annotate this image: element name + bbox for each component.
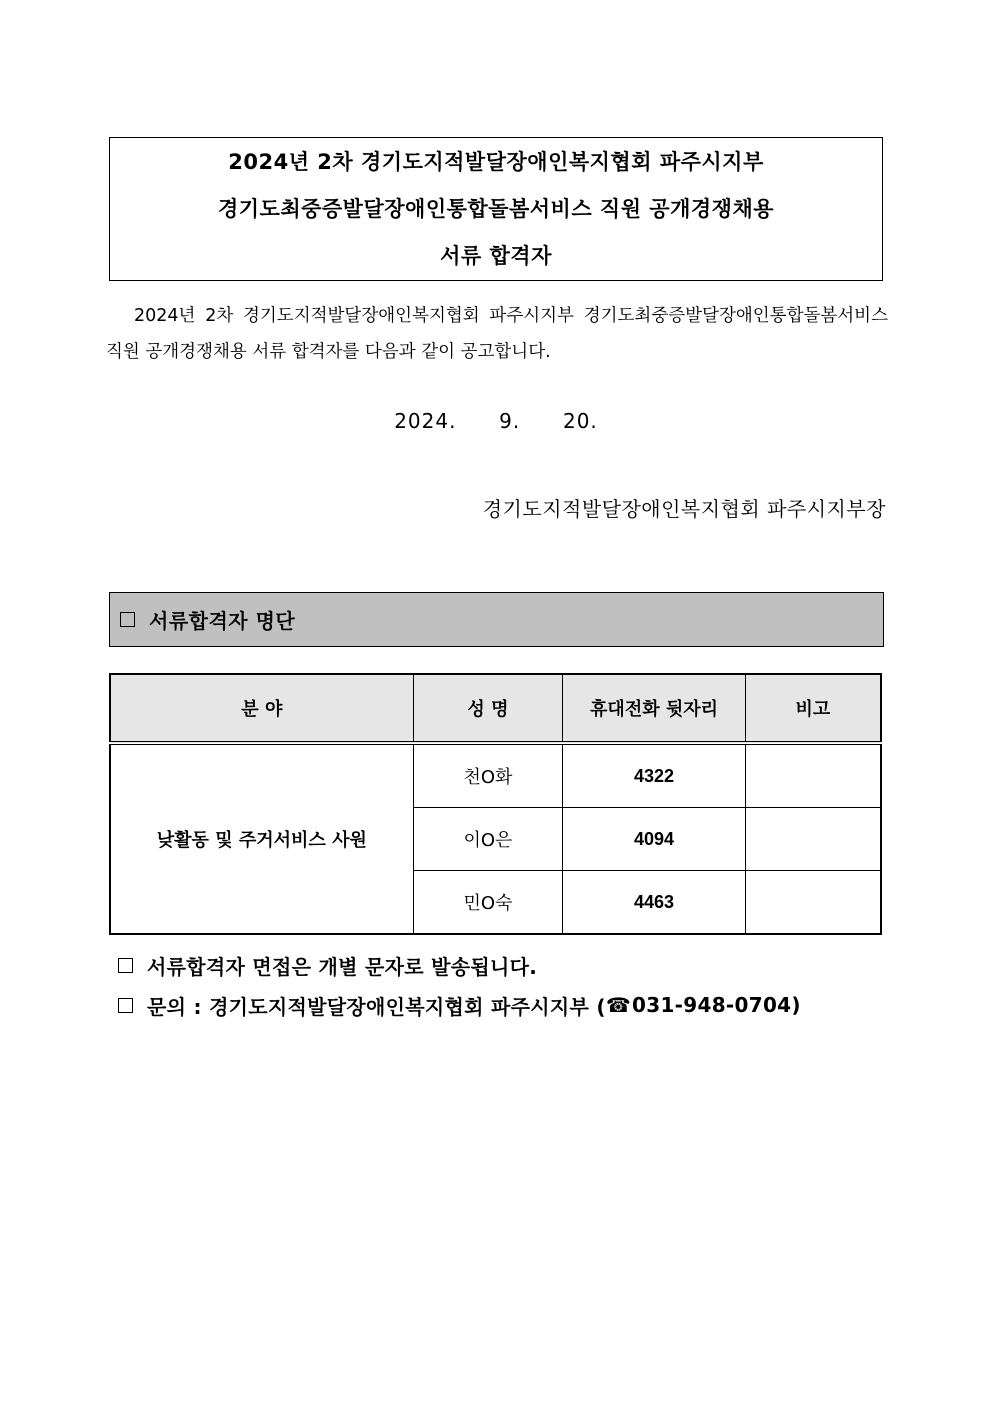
interview-note-text: 서류합격자 면접은 개별 문자로 발송됩니다. [147, 954, 538, 979]
intro-text: 2024년 2차 경기도지적발달장애인복지협회 파주시지부 경기도최중증발달장애인통합돌봄서비스 직원 공개경쟁채용 서류 합격자를 다음과 같이 공고합니다. [106, 306, 888, 362]
header-note: 비고 [745, 674, 881, 743]
note-cell [745, 871, 881, 935]
name-cell: 민O숙 [413, 871, 563, 935]
name-cell: 이O은 [413, 808, 563, 871]
phone-cell: 4322 [563, 743, 746, 808]
title-line-1: 2024년 2차 경기도지적발달장애인복지협회 파주시지부 [228, 149, 764, 174]
header-field: 분 야 [110, 674, 413, 743]
note-cell [745, 743, 881, 808]
inquiry-phone: 031-948-0704) [632, 993, 801, 1017]
passers-table [109, 673, 882, 935]
section-header-bar [109, 592, 884, 647]
notes-section [118, 945, 801, 1025]
title-line-3: 서류 합격자 [440, 243, 552, 268]
phone-cell: 4094 [563, 808, 746, 871]
field-cell: 낮활동 및 주거서비스 사원 [110, 743, 413, 934]
inquiry-note [118, 985, 801, 1025]
name-cell: 천O화 [413, 743, 563, 808]
checkbox-icon [118, 958, 133, 973]
intro-paragraph [106, 298, 888, 370]
header-phone: 휴대전화 뒷자리 [563, 674, 746, 743]
title-line-2: 경기도최중증발달장애인통합돌봄서비스 직원 공개경쟁채용 [217, 196, 775, 221]
issuer-name: 경기도지적발달장애인복지협회 파주시지부장 [482, 497, 886, 521]
phone-icon: ☎ [605, 993, 632, 1017]
note-cell [745, 808, 881, 871]
announcement-date: 2024. 9. 20. [394, 409, 598, 433]
table-header-row [110, 674, 881, 743]
header-name: 성 명 [413, 674, 563, 743]
table-row [110, 743, 881, 808]
phone-cell: 4463 [563, 871, 746, 935]
inquiry-prefix: 문의 : 경기도지적발달장애인복지협회 파주시지부 ( [147, 994, 606, 1019]
checkbox-icon [118, 998, 133, 1013]
interview-note [118, 945, 801, 985]
checkbox-icon [120, 612, 135, 627]
announcement-title-box [109, 137, 883, 281]
section-title: 서류합격자 명단 [149, 609, 296, 633]
